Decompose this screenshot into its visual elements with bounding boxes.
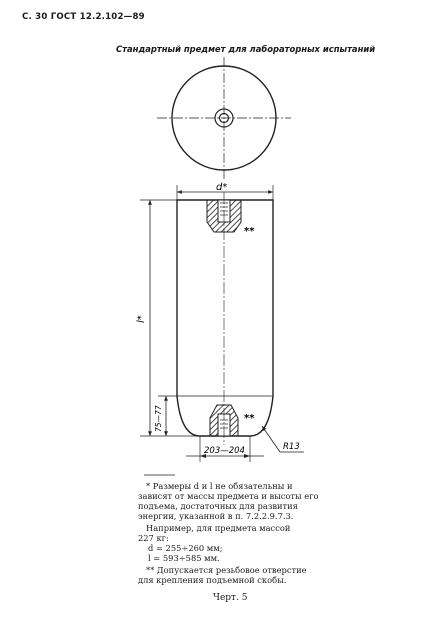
- side-view: [177, 192, 273, 445]
- diameter-label: d*: [216, 182, 228, 193]
- example-line3: d = 255÷260 мм;: [148, 543, 223, 553]
- base-width-label: 203—204: [204, 446, 245, 456]
- length-dimension: [140, 200, 200, 436]
- figure-caption: Черт. 5: [213, 593, 248, 603]
- length-label: l*: [136, 315, 147, 323]
- thread-mark-top: **: [244, 226, 255, 237]
- example-line1: Например, для предмета массой: [146, 523, 291, 533]
- top-view: [157, 57, 291, 179]
- radius-label: R13: [283, 442, 300, 452]
- example-line2: 227 кг:: [138, 533, 169, 543]
- example-line4: l = 593÷585 мм.: [148, 553, 220, 563]
- note1-line3: подъема, достаточных для развития: [138, 501, 298, 511]
- figure-title: Стандартный предмет для лабораторных испытаний: [116, 44, 376, 54]
- note1-line4: энергии, указанной в п. 7.2.2.9.7.3.: [138, 511, 294, 521]
- page-header: С. 30 ГОСТ 12.2.102—89: [22, 12, 145, 22]
- note1-line1: * Размеры d и l не обязательны и: [146, 481, 293, 491]
- thread-mark-bottom: **: [244, 413, 255, 424]
- note1-line2: зависят от массы предмета и высоты его: [138, 491, 319, 501]
- note2-line2: для крепления подъемной скобы.: [138, 575, 287, 585]
- note2-line1: ** Допускается резьбовое отверстие: [146, 565, 307, 575]
- edge-height-label: 75—77: [154, 405, 163, 432]
